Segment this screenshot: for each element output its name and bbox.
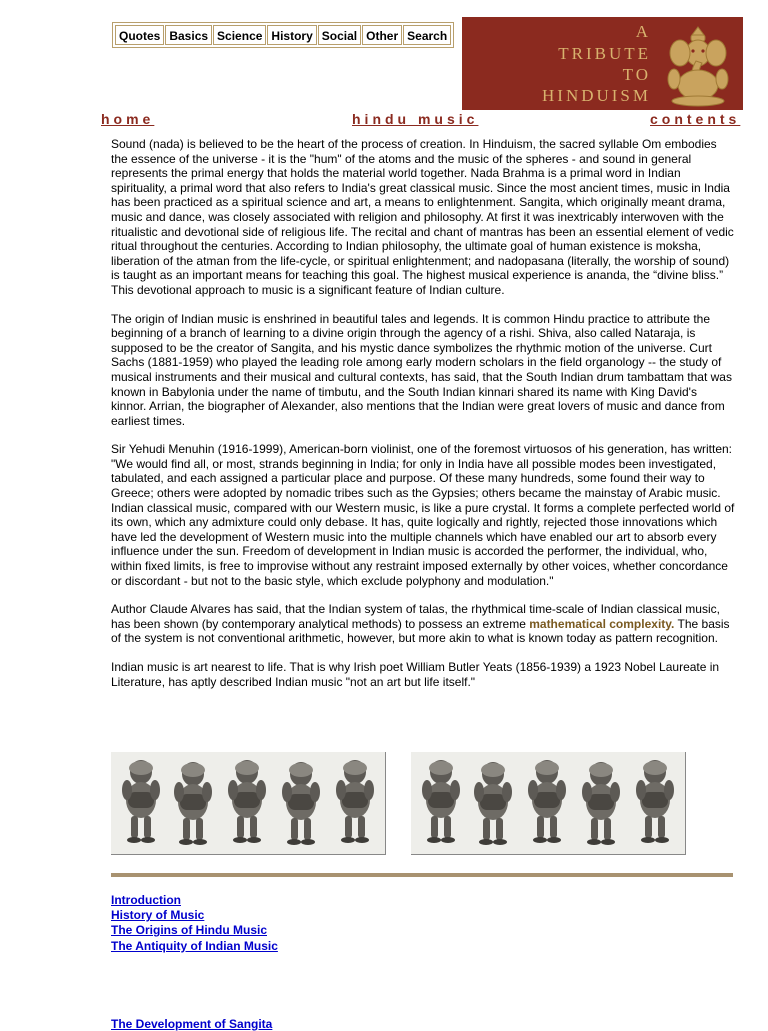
musician-figurines-image-right [411, 752, 686, 855]
top-nav [112, 22, 454, 48]
banner-line-tribute: TRIBUTE [558, 44, 651, 63]
nav-quotes[interactable]: Quotes [115, 25, 164, 45]
mathematical-complexity-highlight: mathematical complexity. [529, 616, 675, 631]
nav-basics[interactable]: Basics [165, 25, 212, 45]
nav-history[interactable]: History [267, 25, 316, 45]
nav-science[interactable]: Science [213, 25, 266, 45]
link-antiquity-indian-music[interactable]: The Antiquity of Indian Music [111, 938, 278, 953]
related-links [111, 893, 278, 954]
link-introduction[interactable]: Introduction [111, 893, 181, 907]
section-title: hindu music [352, 111, 479, 127]
paragraph-yeats: Indian music is art nearest to life. That is why Irish poet William Butler Yeats (1856-1939) a 1923 Nobel Laureate in Literature, has aptly described Indian music "not an art but life itself." [111, 660, 720, 689]
link-origins-hindu-music[interactable]: The Origins of Hindu Music [111, 923, 267, 938]
alvares-text-start: Author Claude Alvares has said, that the Indian system of talas, the rhythmical time-scale of Indian classical music, has been shown (by contemporary analytical methods) to possess an extreme [111, 602, 720, 631]
paragraph-nada: Sound (nada) is believed to be the heart of the process of creation. In Hinduism, the sacred syllable Om embodies the essence of the universe - it is the "hum" of the atoms and the music of the spheres - and sound in general represents the primal energy that holds the material world together. Nada Brahma is a primal word in Indian spirituality, a primal word that also refers to India's great classical music. Since the most ancient times, music in India has been practiced as a spiritual science and art, a means to enlightenment. Sangita, which originally meant drama, music and dance, was closely associated with religion and philosophy. At first it was inextricably interwoven with the ritualistic and devotional side of religious life. The recital and chant of mantras has been an essential element of vedic ritual throughout the centuries. According to Indian philosophy, the ultimate goal of human existence is moksha, liberation of the atman from the life-cycle, or spiritual enlightenment; and nadopasana (literally, the worship of sound) is taught as an important means for teaching this goal. The highest musical experience is ananda, the “divine bliss.” This devotional approach to music is a significant feature of Indian culture. [111, 137, 734, 297]
home-link[interactable]: home [101, 111, 155, 127]
banner-line-to: TO [622, 65, 651, 84]
nav-social[interactable]: Social [318, 25, 361, 45]
banner-line-hinduism: HINDUISM [542, 86, 651, 105]
paragraph-origin: The origin of Indian music is enshrined in beautiful tales and legends. It is common Hindu practice to attribute the beginning of a branch of learning to a divine origin through the agency of a rishi. Shiva, also called Nataraja, is supposed to be the creator of Sangita, and his mystic dance symbolizes the rhythmic motion of the universe. Curt Sachs (1881-1959) who played the leading role among early modern scholars in the field organology -- the study of musical instruments and their musical and cultural contexts, has said, that the South Indian drum tambattam that was known in Babylonia under the name of timbutu, and the South Indian kinnari shared its name with King David's kinnor. Arrian, the biographer of Alexander, also mentions that the Indian were great lovers of music and dance from earliest times. [111, 311, 732, 428]
article-body [111, 137, 735, 703]
figurines-illustration [411, 752, 685, 854]
paragraph-menuhin: Sir Yehudi Menuhin (1916-1999), American-born violinist, one of the foremost virtuosos of his generation, has written: "We would find all, or most, strands beginning in India; for only in India have all possible modes been investigated, tabulated, and each assigned a particular place and purpose. Of these many hundreds, some found their way to Greece; others were adopted by nomadic tribes such as the Gypsies; others became the mainstay of Arabic music. Indian classical music, compared with our Western music, is like a pure crystal. It forms a complete perfected world of its own, which any admixture could only debase. It has, quite logically and rightly, rejected those innovations which have led the development of Western music into the multiple channels which have enabled our art to absorb every influence under the sun. Freedom of development in Indian music is accorded the performer, the individual, who, within fixed limits, is free to improvise without any restraint imposed externally by other voices, whether concordance or discordant - but not to the basic style, which exclude polyphony and modulation." [111, 442, 735, 588]
contents-link[interactable]: contents [650, 111, 741, 127]
musician-figurines-row [111, 752, 735, 855]
tribute-banner[interactable] [462, 17, 743, 110]
paragraph-alvares [111, 602, 735, 646]
divider [111, 873, 733, 877]
link-history-of-music[interactable]: History of Music [111, 908, 205, 923]
ganesha-icon [658, 23, 738, 107]
figurines-illustration [111, 752, 385, 854]
banner-line-a: A [635, 22, 651, 41]
musician-figurines-image-left [111, 752, 386, 855]
link-development-of-sangita[interactable]: The Development of Sangita [111, 1017, 273, 1031]
alvares-text-end: The basis of the system is not conventional arithmetic, however, but more akin to what is known today as pattern recognition. [111, 616, 730, 646]
nav-search[interactable]: Search [403, 25, 451, 45]
nav-other[interactable]: Other [362, 25, 402, 45]
